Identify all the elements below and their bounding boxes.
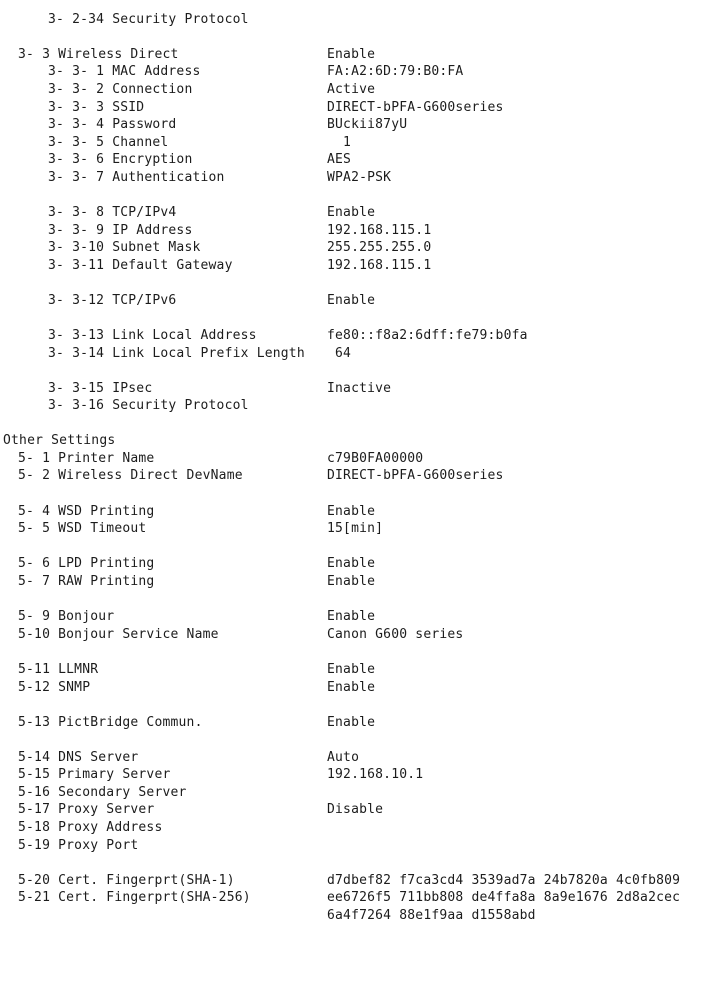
setting-label: 5- 6 LPD Printing [18, 556, 155, 571]
setting-value: Enable [327, 556, 376, 571]
setting-label: 3- 3-11 Default Gateway [48, 258, 233, 273]
setting-value: Enable [327, 574, 376, 589]
setting-value: ee6726f5 711bb808 de4ffa8a 8a9e1676 2d8a2cec [327, 890, 681, 905]
setting-label: 5-11 LLMNR [18, 662, 99, 677]
setting-label: 5-19 Proxy Port [18, 838, 139, 853]
setting-value: Auto [327, 750, 360, 765]
setting-label: 3- 3- 4 Password [48, 117, 177, 132]
setting-value: 64 [327, 346, 352, 361]
setting-value: Inactive [327, 381, 392, 396]
setting-value: Enable [327, 47, 376, 62]
setting-label: 3- 2-34 Security Protocol [48, 12, 249, 27]
setting-label: 5-20 Cert. Fingerprt(SHA-1) [18, 873, 235, 888]
setting-value: Enable [327, 205, 376, 220]
setting-value: DIRECT-bPFA-G600series [327, 100, 504, 115]
setting-label: 5-10 Bonjour Service Name [18, 627, 219, 642]
setting-label: 5-15 Primary Server [18, 767, 171, 782]
setting-value: Enable [327, 609, 376, 624]
setting-value: FA:A2:6D:79:B0:FA [327, 64, 464, 79]
setting-value: 255.255.255.0 [327, 240, 432, 255]
setting-label: 5- 1 Printer Name [18, 451, 155, 466]
setting-label: 5-17 Proxy Server [18, 802, 155, 817]
setting-label: 5- 4 WSD Printing [18, 504, 155, 519]
setting-label: 5-14 DNS Server [18, 750, 139, 765]
setting-label: Other Settings [3, 433, 116, 448]
setting-label: 3- 3-15 IPsec [48, 381, 153, 396]
setting-value: Canon G600 series [327, 627, 464, 642]
setting-value: Enable [327, 504, 376, 519]
setting-value: 15[min] [327, 521, 384, 536]
setting-value: Disable [327, 802, 384, 817]
setting-label: 3- 3-12 TCP/IPv6 [48, 293, 177, 308]
setting-label: 3- 3-13 Link Local Address [48, 328, 257, 343]
setting-label: 3- 3- 6 Encryption [48, 152, 193, 167]
setting-label: 5- 2 Wireless Direct DevName [18, 468, 243, 483]
setting-label: 3- 3- 1 MAC Address [48, 64, 201, 79]
setting-value: 192.168.115.1 [327, 258, 432, 273]
setting-value: 192.168.115.1 [327, 223, 432, 238]
setting-value: 192.168.10.1 [327, 767, 424, 782]
setting-value: AES [327, 152, 352, 167]
setting-value: c79B0FA00000 [327, 451, 424, 466]
setting-label: 3- 3-10 Subnet Mask [48, 240, 201, 255]
setting-label: 3- 3- 7 Authentication [48, 170, 225, 185]
setting-value: 1 [327, 135, 352, 150]
setting-label: 3- 3-14 Link Local Prefix Length [48, 346, 305, 361]
setting-label: 5- 7 RAW Printing [18, 574, 155, 589]
setting-label: 5- 5 WSD Timeout [18, 521, 147, 536]
setting-label: 3- 3- 5 Channel [48, 135, 169, 150]
setting-label: 3- 3-16 Security Protocol [48, 398, 249, 413]
setting-label: 3- 3- 3 SSID [48, 100, 145, 115]
setting-label: 3- 3- 9 IP Address [48, 223, 193, 238]
setting-value: WPA2-PSK [327, 170, 392, 185]
setting-label: 5-16 Secondary Server [18, 785, 187, 800]
setting-value: Enable [327, 680, 376, 695]
setting-value: Enable [327, 662, 376, 677]
setting-label: 5-12 SNMP [18, 680, 91, 695]
setting-label: 5-13 PictBridge Commun. [18, 715, 203, 730]
setting-value: Enable [327, 293, 376, 308]
setting-value: DIRECT-bPFA-G600series [327, 468, 504, 483]
setting-value: Active [327, 82, 376, 97]
setting-value: BUckii87yU [327, 117, 408, 132]
setting-label: 5-21 Cert. Fingerprt(SHA-256) [18, 890, 251, 905]
setting-label: 3- 3 Wireless Direct [18, 47, 179, 62]
setting-label: 3- 3- 2 Connection [48, 82, 193, 97]
setting-label: 3- 3- 8 TCP/IPv4 [48, 205, 177, 220]
setting-value: 6a4f7264 88e1f9aa d1558abd [327, 908, 536, 923]
setting-value: Enable [327, 715, 376, 730]
setting-label: 5- 9 Bonjour [18, 609, 115, 624]
setting-value: fe80::f8a2:6dff:fe79:b0fa [327, 328, 528, 343]
setting-value: d7dbef82 f7ca3cd4 3539ad7a 24b7820a 4c0fb809 [327, 873, 681, 888]
setting-label: 5-18 Proxy Address [18, 820, 163, 835]
